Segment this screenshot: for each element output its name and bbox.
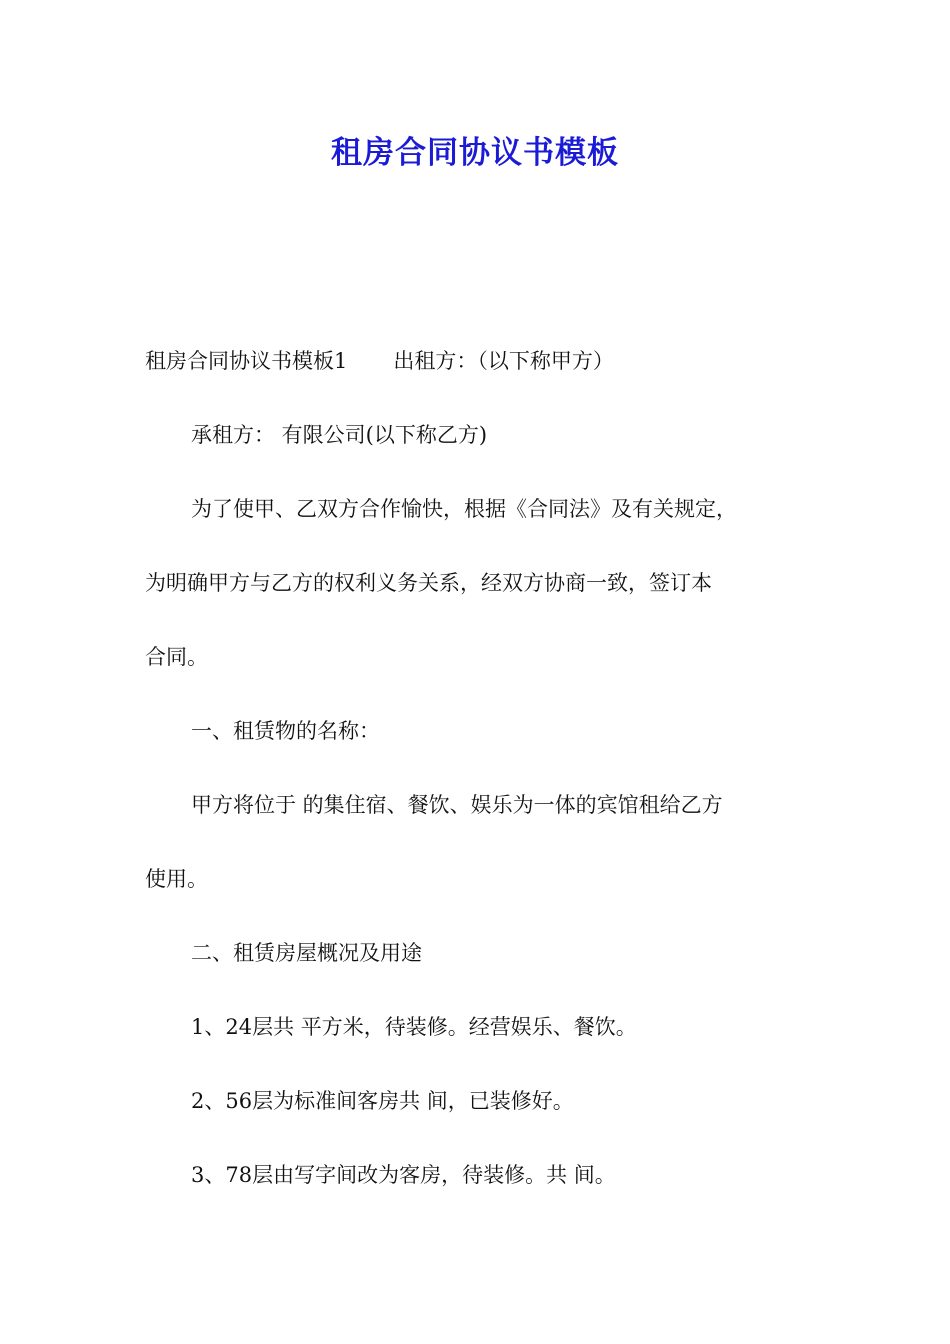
paragraph-purpose-line-2: 为明确甲方与乙方的权利义务关系，经双方协商一致，签订本 — [145, 571, 712, 595]
list-item-2: 2、56层为标准间客房共 间，已装修好。 — [191, 1089, 574, 1113]
paragraph-purpose-line-3: 合同。 — [145, 645, 208, 669]
template-heading: 租房合同协议书模板1 — [145, 349, 348, 373]
section-heading-1: 一、租赁物的名称： — [191, 719, 380, 743]
lessee-line: 承租方： 有限公司(以下称乙方) — [191, 423, 488, 447]
paragraph-property-line-2: 使用。 — [145, 867, 208, 891]
section-heading-2: 二、租赁房屋概况及用途 — [191, 941, 422, 965]
paragraph-intro — [145, 343, 815, 380]
list-item-3: 3、78层由写字间改为客房，待装修。共 间。 — [191, 1163, 616, 1187]
list-item-1: 1、24层共 平方米，待装修。经营娱乐、餐饮。 — [191, 1015, 637, 1039]
lessor-line: 出租方：（以下称甲方） — [393, 349, 614, 373]
document-body — [145, 343, 815, 1231]
paragraph-property-line-1: 甲方将位于 的集住宿、餐饮、娱乐为一体的宾馆租给乙方 — [191, 793, 723, 817]
paragraph-purpose-line-1: 为了使甲、乙双方合作愉快，根据《合同法》及有关规定， — [191, 497, 737, 521]
document-title: 租房合同协议书模板 — [331, 135, 619, 171]
